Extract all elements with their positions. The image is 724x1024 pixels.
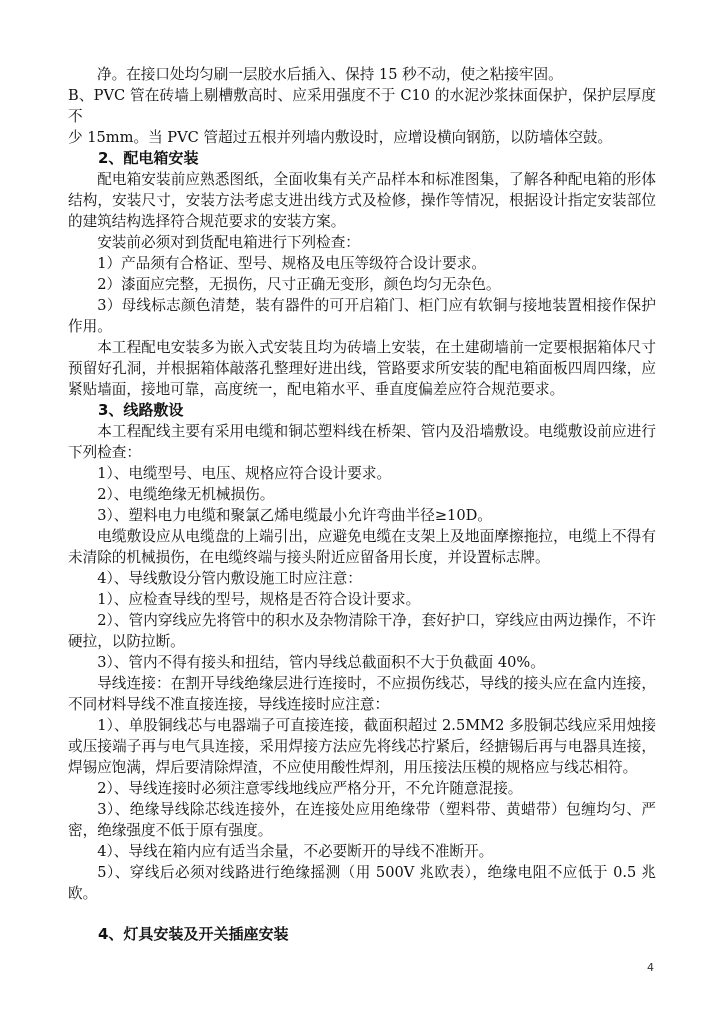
paragraph: 少 15mm。当 PVC 管超过五根并列墙内敷设时，应增设横向钢筋，以防墙体空鼓。 [68, 129, 613, 146]
list-item: 3）、管内不得有接头和扭结，管内导线总截面积不大于负截面 40%。 [97, 654, 545, 671]
list-item: 4）、导线敷设分管内敷设施工时应注意： [97, 570, 362, 587]
paragraph: 配电箱安装前应熟悉图纸，全面收集有关产品样本和标准图集，了解各种配电箱的形体结构，安装尺寸，安装方法考虑支进出线方式及检修，操作等情况，根据设计指定安装部位的建筑结构选择符合规范要求的安装方案。 [68, 171, 656, 230]
list-item: 3）、塑料电力电缆和聚氯乙烯电缆最小允许弯曲半径≥10D。 [97, 507, 492, 524]
section-heading: 3、线路敷设 [98, 401, 184, 419]
list-item: 5）、穿线后必须对线路进行绝缘摇测（用 500V 兆欧表），绝缘电阻不应低于 0.5 兆欧。 [68, 864, 656, 902]
paragraph: 安装前必须对到货配电箱进行下列检查： [97, 234, 360, 251]
page-number: 4 [647, 961, 654, 974]
list-item: 1）、电缆型号、电压、规格应符合设计要求。 [97, 465, 392, 482]
paragraph: 净。在接口处均匀刷一层胶水后插入、保持 15 秒不动，使之粘接牢固。 [97, 66, 563, 83]
section-heading: 2、配电箱安装 [98, 149, 199, 167]
list-item: 3）、绝缘导线除芯线连接外，在连接处应用绝缘带（塑料带、黄蜡带）包缠均匀、严密，绝缘强度不低于原有强度。 [68, 801, 656, 839]
paragraph: 电缆敷设应从电缆盘的上端引出，应避免电缆在支架上及地面摩擦拖拉，电缆上不得有未清除的机械损伤，在电缆终端与接头附近应留备用长度，并设置标志牌。 [68, 528, 656, 566]
list-item: 1）产品须有合格证、型号、规格及电压等级符合设计要求。 [97, 255, 486, 272]
document-body [68, 64, 656, 945]
paragraph: 导线连接：在割开导线绝缘层进行连接时，不应损伤线芯，导线的接头应在盒内连接，不同材料导线不准直接连接，导线连接时应注意： [68, 675, 656, 713]
paragraph: B、PVC 管在砖墙上剔槽敷高时、应采用强度不于 C10 的水泥沙浆抹面保护，保护层厚度不 [68, 87, 656, 125]
section-heading: 4、灯具安装及开关插座安装 [98, 925, 289, 943]
list-item: 2）、电缆绝缘无机械损伤。 [97, 486, 275, 503]
list-item: 2）、导线连接时必须注意零线地线应严格分开，不允许随意混接。 [97, 780, 523, 797]
list-item: 1）、应检查导线的型号，规格是否符合设计要求。 [97, 591, 421, 608]
list-item: 4）、导线在箱内应有适当余量，不必要断开的导线不准断开。 [97, 843, 494, 860]
list-item: 2）漆面应完整，无损伤，尺寸正确无变形，颜色均匀无杂色。 [97, 276, 501, 293]
paragraph: 本工程配电安装多为嵌入式安装且均为砖墙上安装，在土建砌墙前一定要根据箱体尺寸预留好孔洞，并根据箱体敲落孔整理好进出线，管路要求所安装的配电箱面板四周四缘，应紧贴墙面，接地可靠，高度统一，配电箱水平、垂直度偏差应符合规范要求。 [68, 339, 656, 398]
list-item: 1）、单股铜线芯与电器端子可直接连接，截面积超过 2.5MM2 多股铜芯线应采用烛接或压接端子再与电气具连接，采用焊接方法应先将线芯拧紧后，经搪锡后再与电器具连接，焊锡应饱满，焊后要清除焊渣，不应使用酸性焊剂，用压接法压模的规格应与线芯相符。 [68, 717, 656, 776]
paragraph: 本工程配线主要有采用电缆和铜芯塑料线在桥架、管内及沿墙敷设。电缆敷设前应进行下列检查： [68, 423, 656, 461]
list-item: 2）、管内穿线应先将管中的积水及杂物清除干净，套好护口，穿线应由两边操作，不许硬拉，以防拉断。 [68, 612, 656, 650]
spacer [68, 904, 656, 924]
list-item: 3）母线标志颜色清楚，装有器件的可开启箱门、柜门应有软铜与接地装置相接作保护作用。 [68, 297, 656, 335]
